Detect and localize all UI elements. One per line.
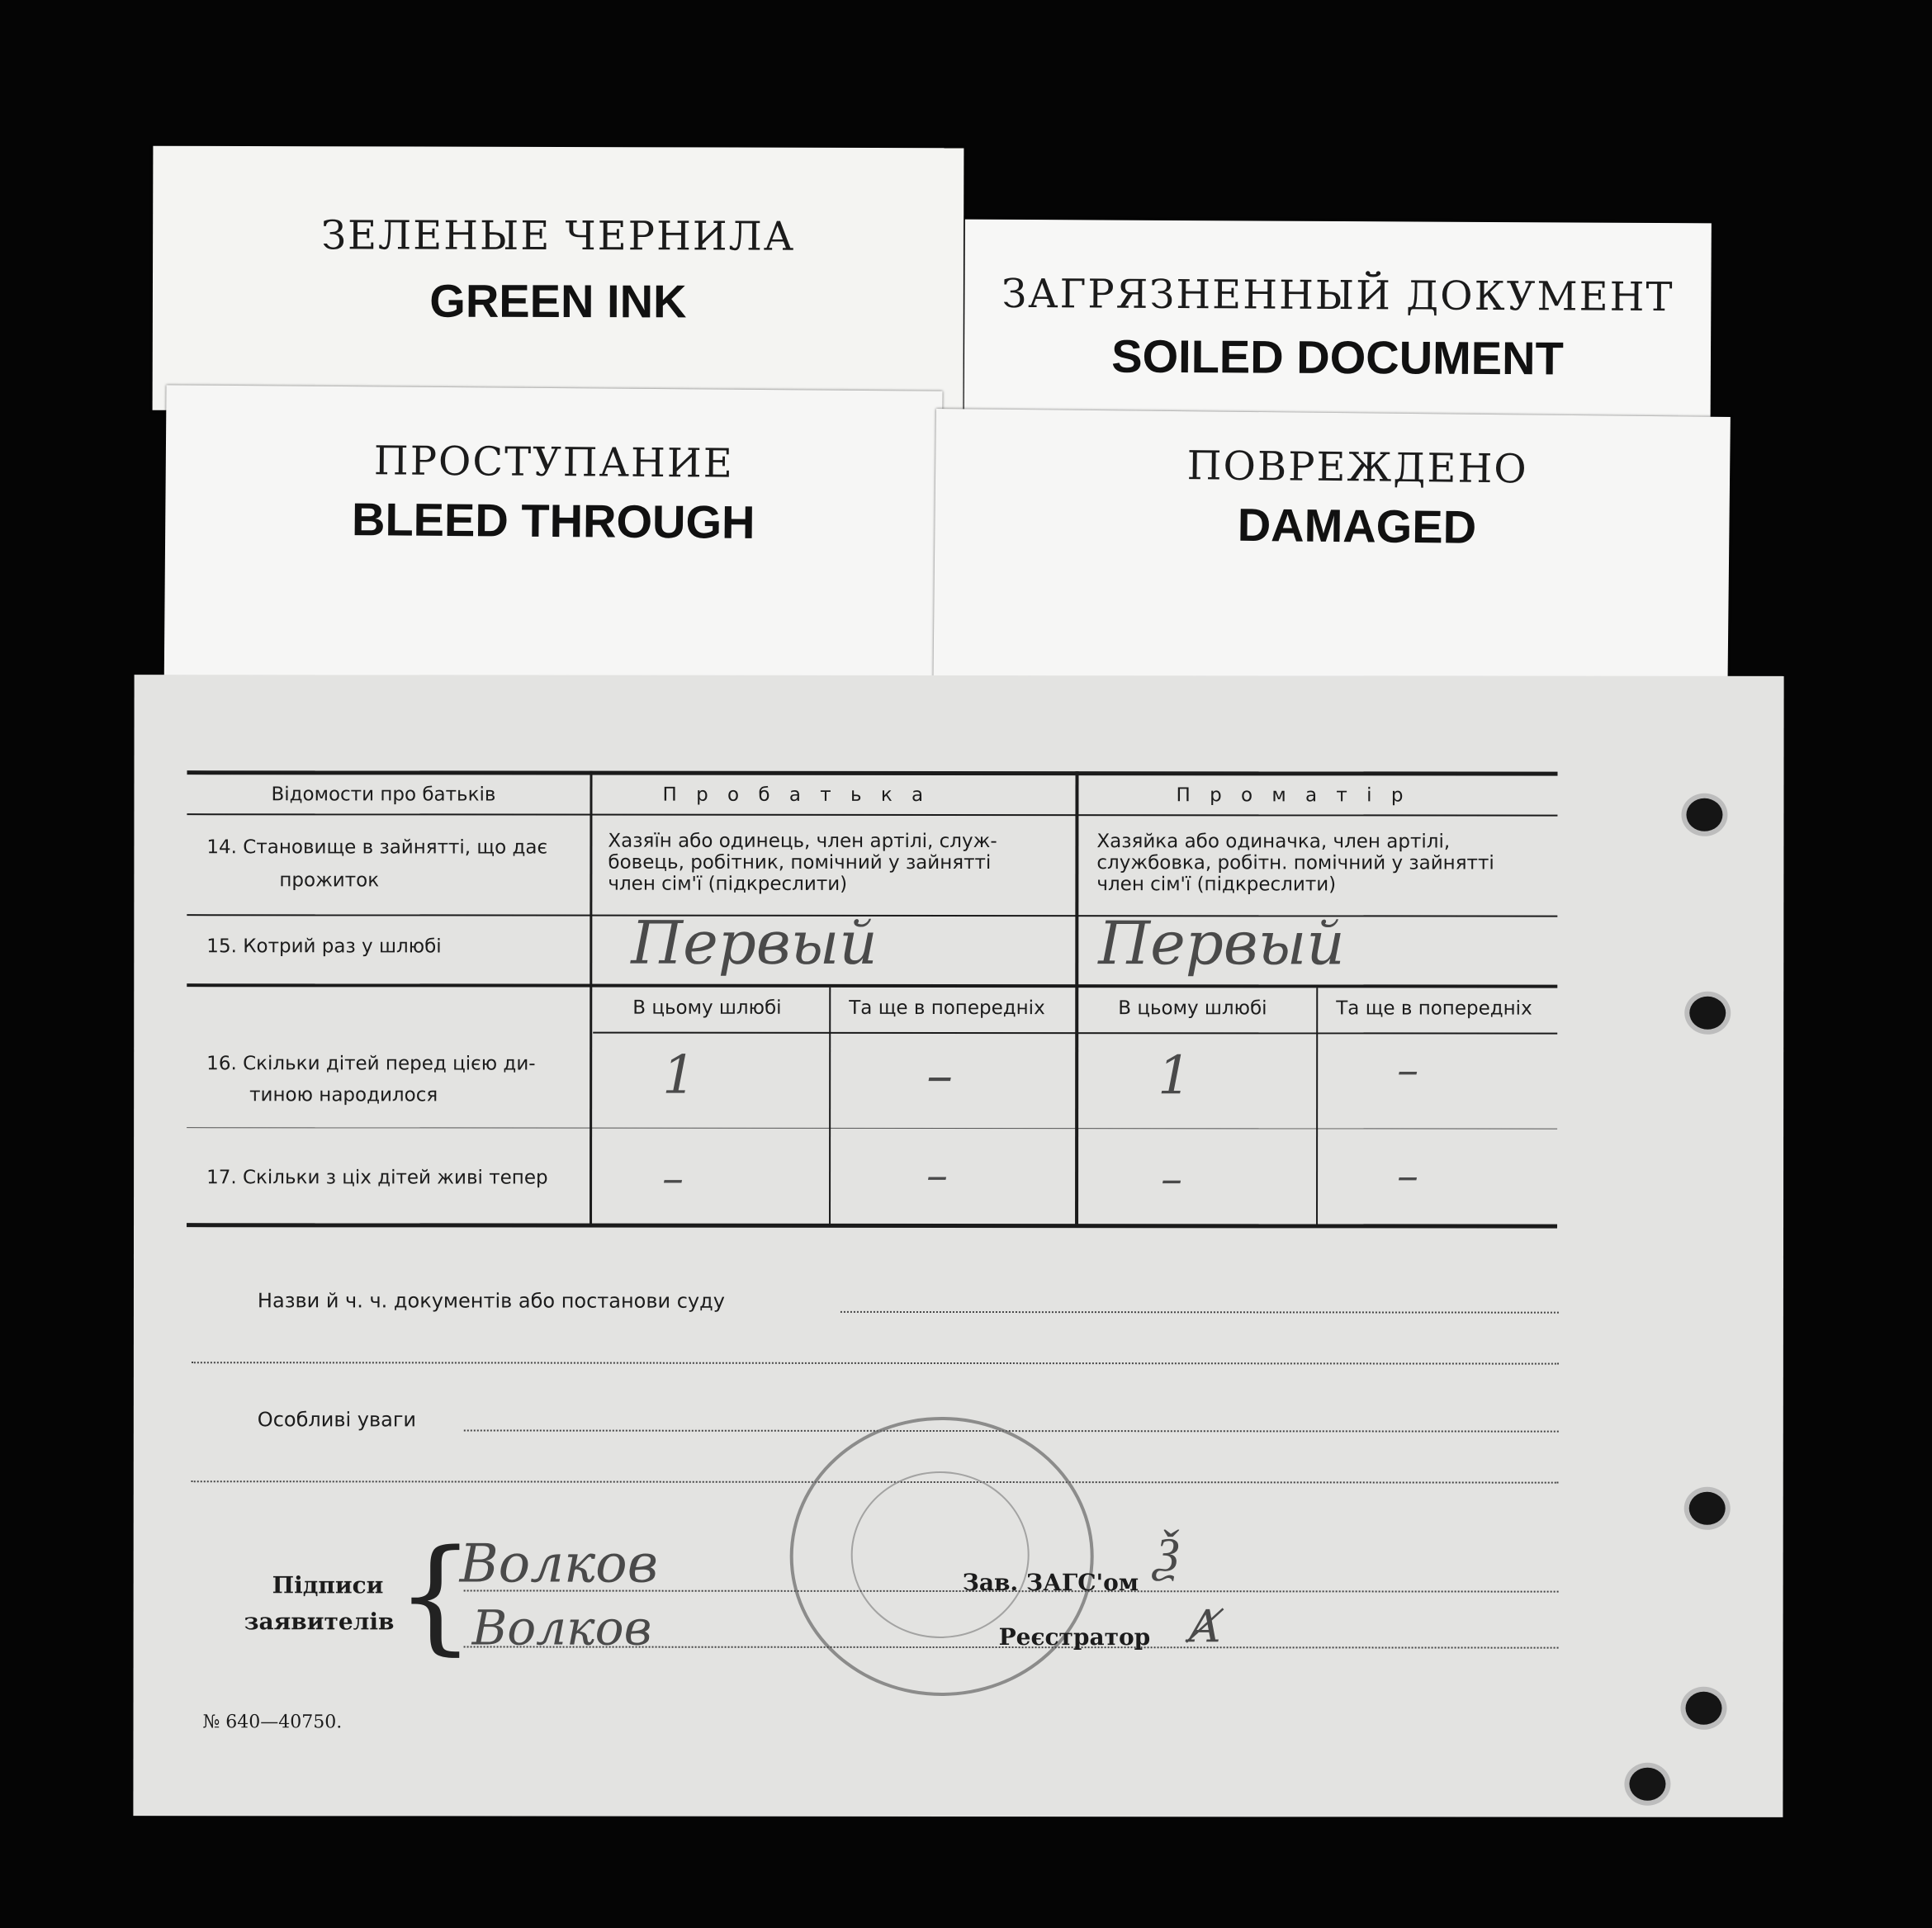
signatures-label-line2: заявителів xyxy=(244,1608,395,1636)
header-mother: П р о м а т і р xyxy=(1176,784,1410,807)
row14-label-line2: прожиток xyxy=(279,869,380,892)
documents-label: Назви й ч. ч. документів або постанови суду xyxy=(257,1289,725,1313)
head-signature: Ѯ xyxy=(1155,1526,1180,1583)
form-number: № 640—40750. xyxy=(202,1712,343,1733)
documents-dotted-line-2 xyxy=(192,1362,1559,1364)
green-ink-card xyxy=(153,146,964,413)
green-ink-card-en: GREEN INK xyxy=(429,274,687,328)
applicant-signature-1: Волков xyxy=(459,1533,659,1595)
row14-father-line1: Хазяїн або одинець, член артілі, служ- xyxy=(608,830,997,853)
marriage-record-form xyxy=(133,675,1783,1817)
soiled-document-card-ru: ЗАГРЯЗНЕННЫЙ ДОКУМЕНТ xyxy=(1002,270,1674,321)
head-of-registry-label: Зав. ЗАГС'ом xyxy=(962,1569,1139,1597)
row17-father-previous: – xyxy=(926,1150,949,1201)
punch-hole-1 xyxy=(1686,798,1722,831)
row15-father-handwriting: Первый xyxy=(631,907,878,978)
row17-mother-this: – xyxy=(1161,1154,1183,1205)
table-top-rule xyxy=(187,770,1557,775)
row14-mother-line1: Хазяйка або одиначка, член артілі, xyxy=(1096,831,1451,853)
col-divider-2 xyxy=(1075,771,1078,1227)
row17-mother-previous: – xyxy=(1397,1151,1419,1201)
row14-label-line1: 14. Становище в зайнятті, що дає xyxy=(206,836,548,859)
row17-father-this: – xyxy=(662,1153,684,1204)
applicant-signature-2: Волков xyxy=(471,1599,652,1656)
row17-label: 17. Скільки з ціх дітей живі тепер xyxy=(206,1167,548,1189)
row16-label-line1: 16. Скільки дітей перед цією ди- xyxy=(206,1053,536,1075)
row14-father-line2: бовець, робітник, помічний у зайнятті xyxy=(608,851,992,874)
table-bottom-rule xyxy=(187,1223,1557,1228)
official-stamp xyxy=(790,1417,1094,1696)
bleed-through-card xyxy=(163,385,942,713)
row16-father-previous: – xyxy=(926,1045,954,1106)
damaged-card-en: DAMAGED xyxy=(1237,498,1477,553)
remarks-label: Особливі уваги xyxy=(257,1408,417,1432)
subheader-father-this: В цьому шлюбі xyxy=(632,997,782,1019)
bleed-through-card-en: BLEED THROUGH xyxy=(351,493,755,548)
row16-label-line2: тиною народилося xyxy=(249,1084,438,1106)
registrar-label: Реєстратор xyxy=(998,1623,1151,1651)
row16-mother-this: 1 xyxy=(1158,1045,1191,1107)
damaged-card xyxy=(933,409,1731,714)
soiled-document-card-en: SOILED DOCUMENT xyxy=(1111,329,1564,385)
col-divider-father xyxy=(829,988,831,1227)
subheader-father-previous: Та ще в попередніх xyxy=(849,997,1045,1020)
row14-mother-line2: службовка, робітн. помічний у зайнятті xyxy=(1096,852,1494,874)
header-parents-info: Відомости про батьків xyxy=(271,784,496,806)
signatures-label-line1: Підписи xyxy=(272,1571,384,1599)
punch-hole-2 xyxy=(1689,997,1726,1030)
damaged-card-ru: ПОВРЕЖДЕНО xyxy=(1186,443,1528,493)
row15-rule xyxy=(187,983,1557,988)
documents-dotted-line xyxy=(841,1311,1559,1314)
subheader-mother-this: В цьому шлюбі xyxy=(1118,997,1267,1020)
green-ink-card-ru: ЗЕЛЕНЫЕ ЧЕРНИЛА xyxy=(321,212,796,260)
registrar-signature: Ⱥ xyxy=(1188,1600,1221,1653)
col-divider-mother xyxy=(1316,988,1318,1227)
signatures-brace: { xyxy=(395,1523,476,1668)
table-header-rule xyxy=(187,813,1557,816)
row15-mother-handwriting: Первый xyxy=(1098,908,1345,978)
row16-rule xyxy=(187,1127,1557,1129)
subheader-mother-previous: Та ще в попередніх xyxy=(1336,997,1532,1020)
punch-hole-4 xyxy=(1685,1692,1721,1725)
col-divider-1 xyxy=(590,771,592,1227)
row14-father-line3: член сім'ї (підкреслити) xyxy=(608,873,848,895)
row16-mother-previous: – xyxy=(1397,1045,1419,1096)
header-father: П р о б а т ь к а xyxy=(662,784,930,806)
bleed-through-card-ru: ПРОСТУПАНИЕ xyxy=(373,438,734,487)
row16-father-this: 1 xyxy=(662,1045,696,1106)
punch-hole-5 xyxy=(1629,1768,1665,1801)
row14-mother-line3: член сім'ї (підкреслити) xyxy=(1096,874,1337,896)
punch-hole-3 xyxy=(1689,1492,1726,1525)
row15-label: 15. Котрий раз у шлюбі xyxy=(206,936,442,958)
